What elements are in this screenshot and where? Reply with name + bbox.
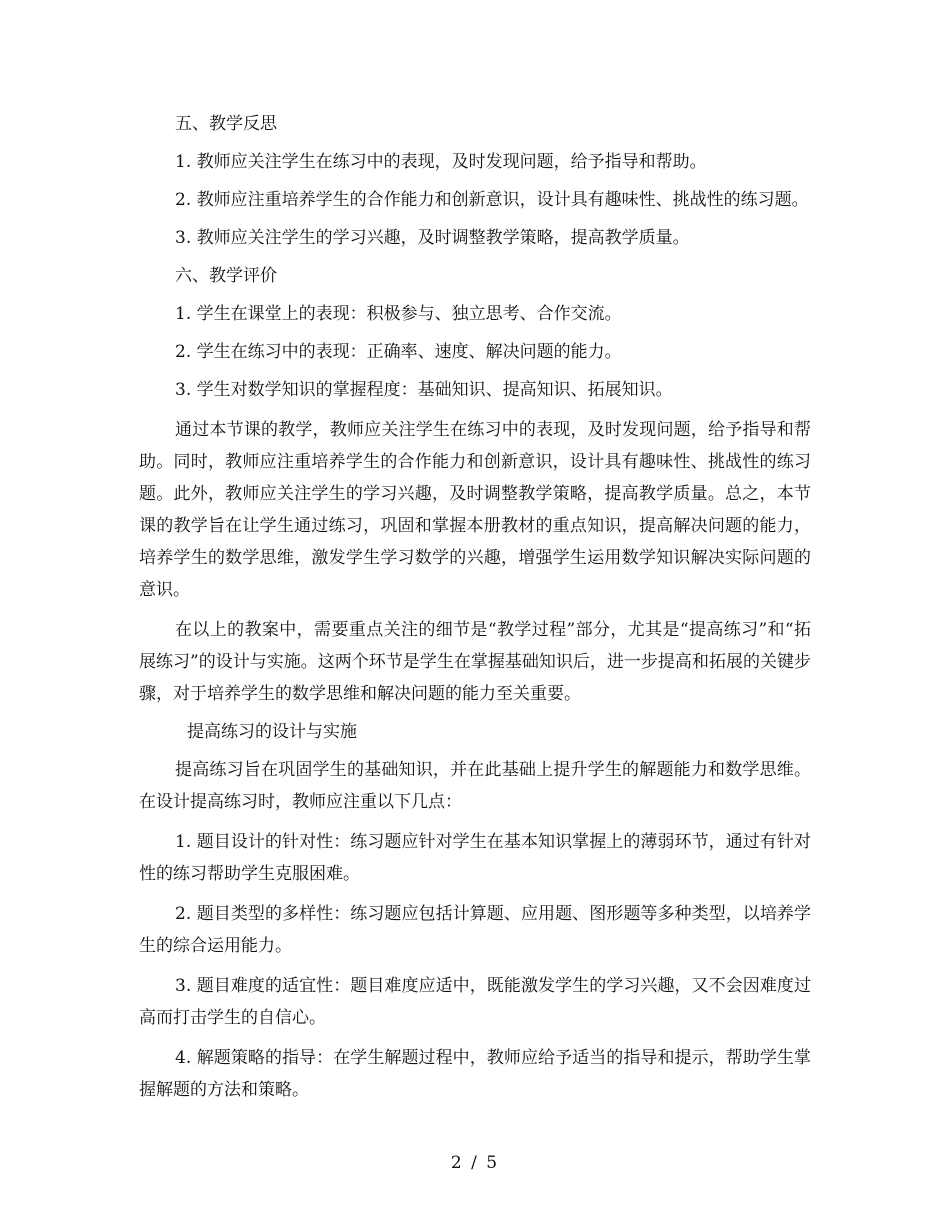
focus-paragraph: 在以上的教案中，需要重点关注的细节是“教学过程”部分，尤其是“提高练习”和“拓展练习”的设计与实施。这两个环节是学生在掌握基础知识后，进一步提高和拓展的关键步骤，对于培养学生的数学思维和解决问题的能力至关重要。: [139, 620, 811, 704]
section-heading-reflection: 五、教学反思: [175, 114, 277, 134]
reflection-item-2: 2. 教师应注重培养学生的合作能力和创新意识，设计具有趣味性、挑战性的练习题。: [175, 190, 809, 210]
evaluation-item-1: 1. 学生在课堂上的表现：积极参与、独立思考、合作交流。: [175, 304, 622, 324]
improvement-intro: 提高练习旨在巩固学生的基础知识，并在此基础上提升学生的解题能力和数学思维。在设计提高练习时，教师应注重以下几点：: [139, 760, 811, 812]
summary-paragraph: 通过本节课的教学，教师应关注学生在练习中的表现，及时发现问题，给予指导和帮助。同时，教师应注重培养学生的合作能力和创新意识，设计具有趣味性、挑战性的练习题。此外，教师应关注学生的学习兴趣，及时调整教学策略，提高教学质量。总之，本节课的教学旨在让学生通过练习，巩固和掌握本册教材的重点知识，提高解决问题的能力，培养学生的数学思维，激发学生学习数学的兴趣，增强学生运用数学知识解决实际问题的意识。: [139, 420, 811, 600]
section-heading-evaluation: 六、教学评价: [175, 266, 277, 286]
subsection-heading-improvement: 提高练习的设计与实施: [187, 722, 357, 742]
evaluation-item-2: 2. 学生在练习中的表现：正确率、速度、解决问题的能力。: [175, 342, 622, 362]
improvement-point-1: 1. 题目设计的针对性：练习题应针对学生在基本知识掌握上的薄弱环节，通过有针对性的练习帮助学生克服困难。: [139, 832, 811, 884]
evaluation-item-3: 3. 学生对数学知识的掌握程度：基础知识、提高知识、拓展知识。: [175, 380, 673, 400]
reflection-item-1: 1. 教师应关注学生在练习中的表现，及时发现问题，给予指导和帮助。: [175, 152, 707, 172]
page-number: 2 / 5: [450, 1153, 500, 1173]
improvement-point-2: 2. 题目类型的多样性：练习题应包括计算题、应用题、图形题等多种类型，以培养学生的综合运用能力。: [139, 904, 811, 956]
reflection-item-3: 3. 教师应关注学生的学习兴趣，及时调整教学策略，提高教学质量。: [175, 228, 690, 248]
document-body: [139, 108, 811, 1106]
improvement-point-4: 4. 解题策略的指导：在学生解题过程中，教师应给予适当的指导和提示，帮助学生掌握解题的方法和策略。: [139, 1048, 811, 1100]
improvement-point-3: 3. 题目难度的适宜性：题目难度应适中，既能激发学生的学习兴趣，又不会因难度过高而打击学生的自信心。: [139, 976, 811, 1028]
